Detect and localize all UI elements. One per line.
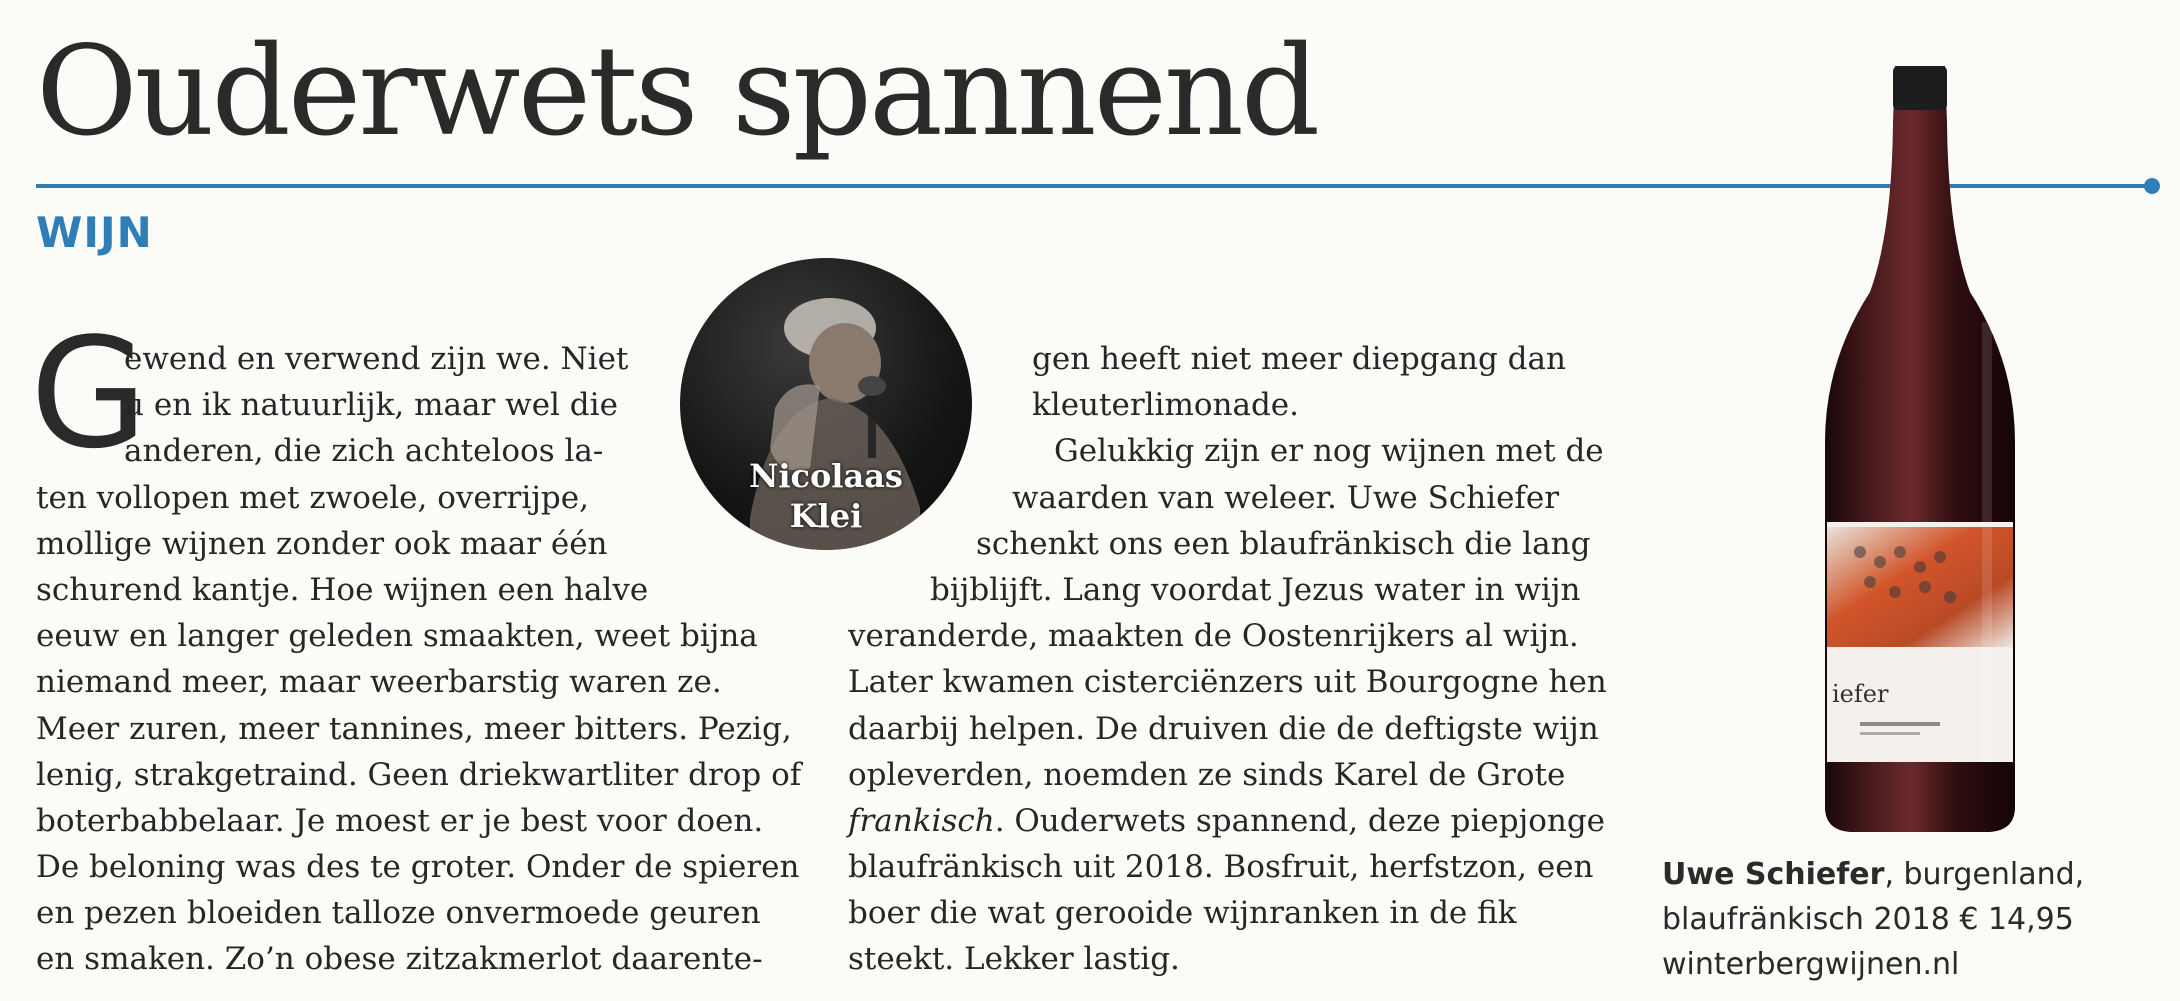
body-line: De beloning was des te groter. Onder de spieren <box>36 849 800 886</box>
body-line: gen heeft niet meer diepgang dan <box>1032 341 1566 377</box>
body-line: en smaken. Zo’n obese zitzakmerlot daarente- <box>36 941 763 978</box>
headline: Ouderwets spannend <box>36 20 1318 164</box>
body-line: ewend en verwend zijn we. Niet <box>124 341 629 377</box>
author-last-name: Klei <box>789 497 863 535</box>
body-line: boterbabbelaar. Je moest er je best voor doen. <box>36 802 764 839</box>
body-line: waarden van weleer. Uwe Schiefer <box>1012 479 1560 516</box>
body-line: opleverden, noemden ze sinds Karel de Grote <box>848 756 1566 793</box>
body-line: bijblijft. Lang voordat Jezus water in wijn <box>930 571 1581 608</box>
body-line: Meer zuren, meer tannines, meer bitters. Pezig, <box>36 710 792 747</box>
body-line: en pezen bloeiden talloze onvermoede geuren <box>36 895 761 932</box>
wine-caption <box>1662 852 2084 987</box>
italic-term: frankisch <box>848 802 995 839</box>
section-label: WIJN <box>36 208 153 257</box>
body-line: Gelukkig zijn er nog wijnen met de <box>1054 433 1604 470</box>
body-line: Later kwamen cisterciënzers uit Bourgogne hen <box>848 664 1607 701</box>
producer-name: Uwe Schiefer <box>1662 857 1885 892</box>
rule-end-dot <box>2144 178 2160 194</box>
body-line: veranderde, maakten de Oostenrijkers al wijn. <box>848 618 1579 655</box>
body-line: u en ik natuurlijk, maar wel die <box>124 387 618 424</box>
bottle-label-text: iefer <box>1832 680 1889 708</box>
wine-price: blaufränkisch 2018 € 14,95 <box>1662 902 2074 937</box>
body-line: anderen, die zich achteloos la- <box>124 433 604 470</box>
body-line: kleuterlimonade. <box>1032 387 1300 424</box>
caption-line-1 <box>1662 852 2084 897</box>
wine-bottle-image <box>1800 62 2040 842</box>
region: , burgenland, <box>1884 857 2085 892</box>
body-line: lenig, strakgetraind. Geen driekwartliter drop of <box>36 756 802 793</box>
body-line: blaufränkisch uit 2018. Bosfruit, herfstzon, een <box>848 849 1594 886</box>
body-line: ten vollopen met zwoele, overrijpe, <box>36 479 589 516</box>
body-line: boer die wat gerooide wijnranken in de fik <box>848 895 1517 932</box>
body-line: schurend kantje. Hoe wijnen een halve <box>36 571 649 608</box>
article-column-1 <box>36 336 801 983</box>
body-line: daarbij helpen. De druiven die de deftigste wijn <box>848 710 1599 747</box>
body-line: steekt. Lekker lastig. <box>848 941 1180 978</box>
drop-cap: G <box>30 305 148 482</box>
article-column-2 <box>848 336 1607 983</box>
body-line: mollige wijnen zonder ook maar één <box>36 525 608 562</box>
author-first-name: Nicolaas <box>749 457 903 495</box>
body-line: schenkt ons een blaufränkisch die lang <box>976 525 1591 562</box>
body-line: niemand meer, maar weerbarstig waren ze. <box>36 664 722 701</box>
shop-url: winterbergwijnen.nl <box>1662 947 1960 982</box>
body-line-rest: . Ouderwets spannend, deze piepjonge <box>994 802 1606 839</box>
body-line-italic-mix <box>848 798 1607 844</box>
body-line: eeuw en langer geleden smaakten, weet bijna <box>36 618 758 655</box>
